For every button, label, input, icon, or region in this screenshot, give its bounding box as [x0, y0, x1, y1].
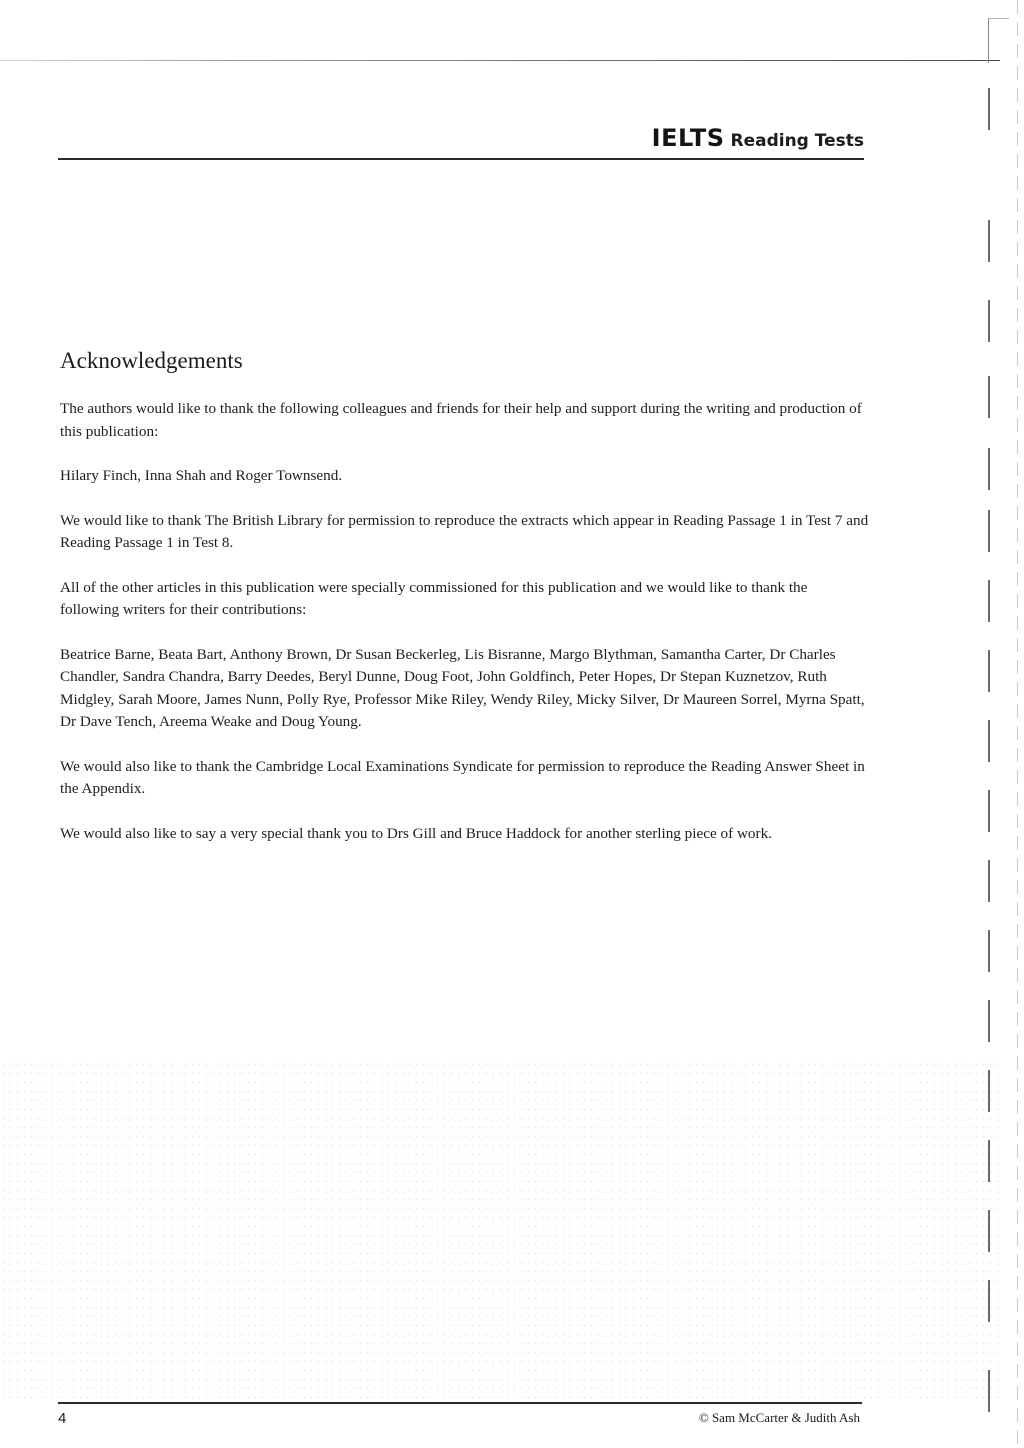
paragraph-intro: The authors would like to thank the following colleagues and friends for their help and support during the writing and production of this publication: — [60, 400, 862, 440]
running-header-title — [652, 124, 864, 152]
page-number: 4 — [58, 1410, 67, 1427]
paragraph-colleagues: Hilary Finch, Inna Shah and Roger Townsend. — [60, 467, 343, 484]
paragraph-writers-list: Beatrice Barne, Beata Bart, Anthony Brown, Dr Susan Beckerleg, Lis Bisranne, Margo Blythman, Samantha Carter, Dr Charles Chandler, Sandra Chandra, Barry Deedes, Beryl Dunne, Doug Foot, John Goldfinch, Peter Hopes, Dr Stepan Kuznetzov, Ruth Midgley, Sarah Moore, James Nunn, Polly Rye, Professor Mike Riley, Wendy Riley, Micky Silver, Dr Maureen Sorrel, Myrna Spatt, Dr Dave Tench, Areema Weake and Doug Young. — [60, 645, 865, 730]
scan-corner-mark — [988, 18, 1009, 63]
page-header — [58, 118, 864, 160]
binding-edge — [1017, 0, 1018, 1448]
header-brand: IELTS — [651, 124, 725, 152]
header-subtitle: Reading Tests — [730, 131, 864, 151]
paragraph-special-thanks: We would also like to say a very special thank you to Drs Gill and Bruce Haddock for another sterling piece of work. — [60, 824, 772, 842]
footer-rule — [58, 1402, 862, 1404]
binding-marks — [986, 80, 994, 1440]
paragraph-cambridge: We would also like to thank the Cambridge Local Examinations Syndicate for permission to reproduce the Reading Answer Sheet in the Appendix. — [60, 757, 865, 797]
page-body — [60, 348, 870, 867]
copyright-notice: © Sam McCarter & Judith Ash — [698, 1410, 860, 1425]
page-footer — [58, 1402, 862, 1432]
page-title: Acknowledgements — [60, 348, 243, 373]
paragraph-commissioned: All of the other articles in this publication were specially commissioned for this publication and we would like to thank the following writers for their contributions: — [60, 578, 808, 618]
scan-top-rule — [0, 60, 1000, 61]
scan-speckle — [0, 1060, 1000, 1400]
header-rule — [58, 158, 864, 160]
paragraph-british-library: We would like to thank The British Library for permission to reproduce the extracts which appear in Reading Passage 1 in Test 7 and Reading Passage 1 in Test 8. — [60, 511, 869, 551]
